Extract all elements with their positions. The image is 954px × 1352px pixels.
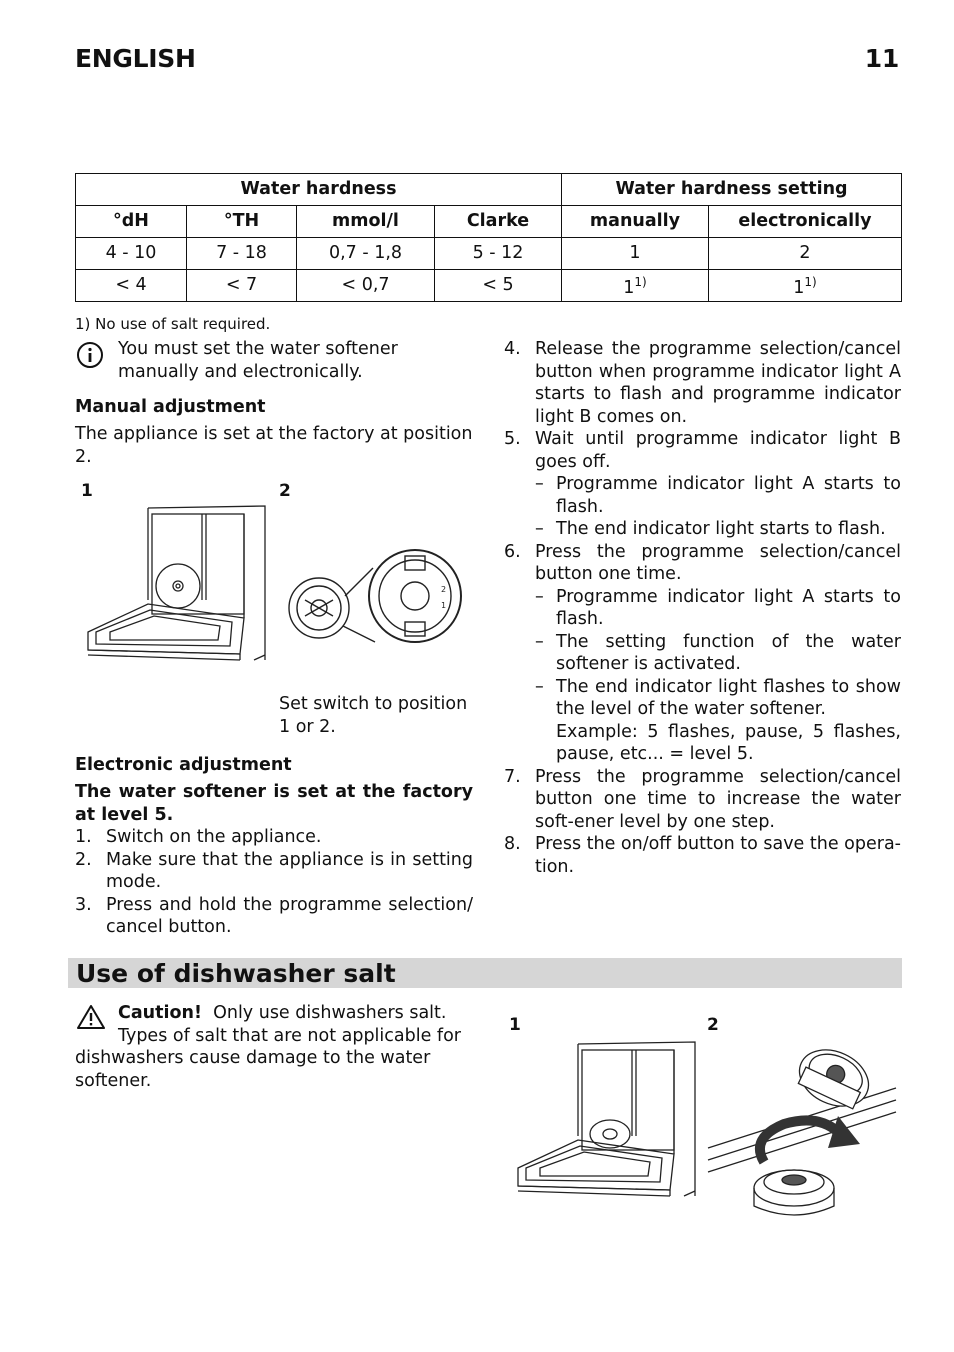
info-note: You must set the water softener manually and electronically. [118, 339, 398, 382]
water-softener-dial-illustration [285, 548, 465, 660]
table-column-header: °TH [187, 206, 297, 238]
table-group-header: Water hardness setting [562, 174, 902, 206]
table-cell: 2 [709, 238, 902, 270]
table-cell: < 7 [187, 270, 297, 302]
caution-rest: dishwashers cause damage to the water softener. [75, 1048, 431, 1091]
step-text: Make sure that the appliance is in setting mode. [106, 849, 473, 892]
svg-text:1: 1 [441, 601, 447, 610]
figure-label: 2 [707, 1015, 719, 1035]
caution-label: Caution! [118, 1003, 202, 1023]
list-item [535, 473, 901, 518]
table-footnote: 1) No use of salt required. [75, 315, 271, 333]
manual-adjustment-text: The appliance is set at the factory at position 2. [75, 424, 473, 467]
dial-caption: Set switch to position 1 or 2. [279, 694, 468, 737]
manual-adjustment-heading: Manual adjustment [75, 397, 266, 417]
table-cell: 4 - 10 [76, 238, 187, 270]
table-group-header: Water hardness [76, 174, 562, 206]
footnote-marker: 1) [804, 275, 817, 290]
step-text: Press the on/off button to save the opera-tion. [535, 834, 901, 877]
caution-line-2: Types of salt that are not applicable for [118, 1025, 461, 1046]
dash-bullet: – [535, 474, 544, 494]
list-item [504, 833, 901, 878]
dash-bullet: – [535, 586, 544, 607]
warning-icon [76, 1004, 106, 1030]
cell-value: 1 [793, 278, 805, 299]
table-column-header: manually [562, 206, 709, 238]
step-number: 6. [504, 541, 521, 562]
table-column-header: mmol/l [297, 206, 435, 238]
step-text: Release the programme selection/cancel button when programme indicator light A starts to flash and programme indicator light B comes on. [535, 339, 901, 427]
table-column-header: electronically [709, 206, 902, 238]
sub-text: Programme indicator light A starts to flash. [556, 586, 901, 629]
electronic-adjustment-heading: Electronic adjustment [75, 755, 292, 775]
table-column-header: Clarke [435, 206, 562, 238]
step-text: Switch on the appliance. [106, 827, 322, 847]
list-item [504, 541, 901, 766]
table-cell: 7 - 18 [187, 238, 297, 270]
table-cell: < 0,7 [297, 270, 435, 302]
figure-label: 2 [279, 481, 291, 501]
figure-label: 1 [81, 481, 93, 501]
sub-text: Programme indicator light A starts to flash. [556, 474, 901, 517]
caution-line-1: Only use dishwashers salt. [213, 1003, 447, 1023]
step-text: Wait until programme indicator light B goes off. [535, 429, 901, 472]
section-heading-bar [68, 958, 902, 988]
step-number: 7. [504, 766, 521, 787]
electronic-steps-list [75, 826, 473, 939]
list-item [75, 894, 473, 939]
list-item [535, 586, 901, 631]
sub-text: The end indicator light starts to flash. [556, 519, 886, 539]
sub-list [535, 586, 901, 766]
list-item [75, 849, 473, 894]
step-number: 2. [75, 849, 92, 870]
table-cell: 0,7 - 1,8 [297, 238, 435, 270]
table-row [76, 270, 902, 302]
svg-text:2: 2 [441, 585, 447, 594]
step-number: 4. [504, 339, 521, 359]
table-cell [709, 270, 902, 302]
table-cell [562, 270, 709, 302]
cell-value: 1 [623, 278, 635, 299]
table-cell: 5 - 12 [435, 238, 562, 270]
step-text: Press and hold the programme selection/ cancel button. [106, 894, 473, 937]
page-number: 11 [864, 44, 899, 73]
step-number: 1. [75, 827, 92, 847]
footnote-marker: 1) [634, 275, 647, 290]
step-text: Press the programme selection/cancel button one time. [535, 541, 901, 584]
table-cell: < 4 [76, 270, 187, 302]
list-item [535, 676, 901, 766]
sub-list [535, 473, 901, 541]
example-text: Example: 5 flashes, pause, 5 flashes, pause, etc... = level 5. [556, 721, 901, 764]
sub-text: The setting function of the water softener is activated. [556, 631, 901, 674]
sub-text: The end indicator light flashes to show the level of the water softener. [556, 676, 901, 719]
dash-bullet: – [535, 631, 544, 652]
water-hardness-table [75, 173, 902, 302]
list-item [504, 338, 901, 428]
table-cell: 1 [562, 238, 709, 270]
table-column-header: °dH [76, 206, 187, 238]
step-number: 5. [504, 429, 521, 449]
list-item [535, 631, 901, 676]
salt-cap-unscrew-illustration [706, 1036, 898, 1220]
list-item [504, 766, 901, 834]
right-steps-list [504, 338, 901, 878]
step-text: Press the programme selection/cancel button one time to increase the water soft-ener level by one step. [535, 766, 901, 832]
table-cell: < 5 [435, 270, 562, 302]
table-row [76, 238, 902, 270]
dash-bullet: – [535, 676, 544, 697]
factory-level-note: The water softener is set at the factory at level 5. [75, 782, 473, 825]
step-number: 8. [504, 834, 521, 854]
list-item [535, 518, 901, 541]
list-item [504, 428, 901, 541]
step-number: 3. [75, 894, 92, 915]
dash-bullet: – [535, 519, 544, 539]
caution-first-lines [118, 1002, 478, 1047]
dishwasher-salt-container-illustration [510, 1036, 700, 1206]
info-icon [76, 341, 104, 369]
section-title: Use of dishwasher salt [76, 959, 396, 988]
figure-label: 1 [509, 1015, 521, 1035]
language-heading: ENGLISH [75, 44, 196, 73]
list-item [75, 826, 473, 849]
dishwasher-open-illustration [80, 500, 270, 670]
